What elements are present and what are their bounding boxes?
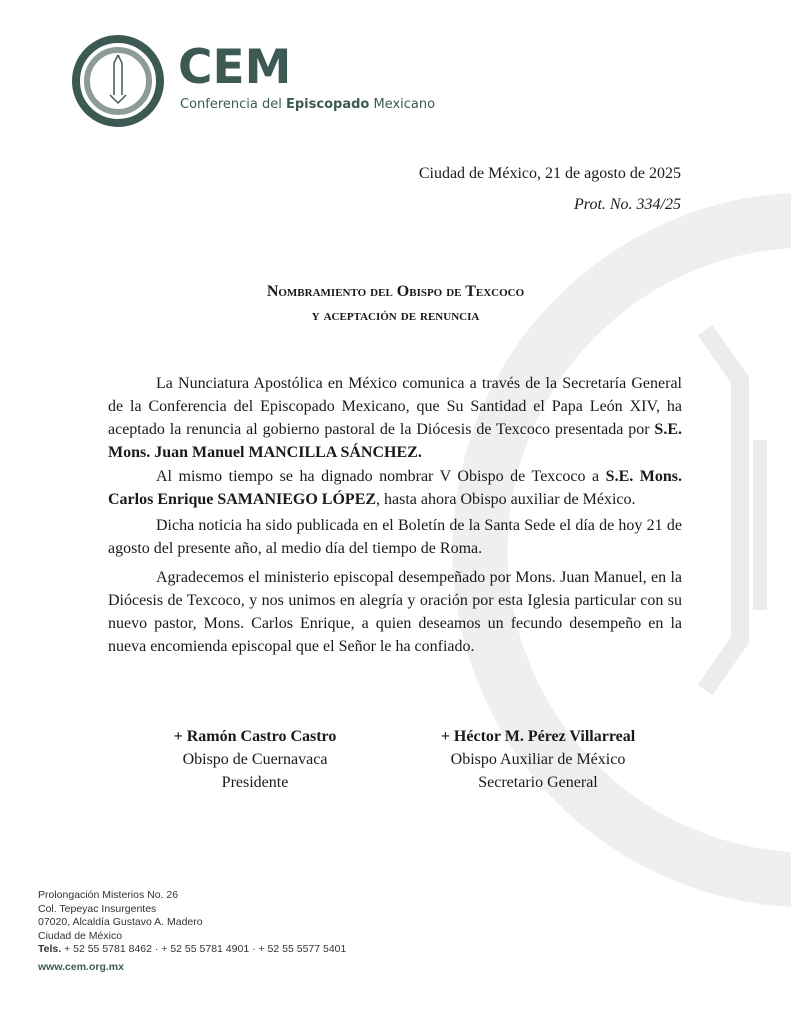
p2-bold: S.E. Mons. Carlos Enrique SAMANIEGO LÓPEZ bbox=[108, 468, 683, 508]
signatory-role: Obispo Auxiliar de México bbox=[450, 751, 626, 768]
body-paragraph-1 bbox=[108, 372, 682, 464]
logo-name-post: Mexicano bbox=[369, 97, 436, 112]
cem-emblem-icon bbox=[70, 33, 170, 133]
logo-abbreviation: CEM bbox=[178, 40, 292, 95]
p2-tail: , hasta ahora Obispo auxiliar de México. bbox=[376, 491, 636, 508]
footer-tels-label: Tels. bbox=[38, 943, 62, 956]
footer-address-line4: Ciudad de México bbox=[38, 929, 123, 942]
p4-text: Agradecemos el ministerio episcopal desempeñado por Mons. Juan Manuel, en la Diócesis de Texcoco, y nos unimos en alegría y oración por esta Iglesia particular con su nuevo pastor, Mons. Carlos Enrique, a quien deseamos un fecundo desempeño en la nueva encomienda episcopal que el Señor le ha confiado. bbox=[108, 569, 682, 655]
document-title-line2: y aceptación de renuncia bbox=[311, 307, 480, 324]
logo-name-bold: Episcopado bbox=[286, 97, 370, 112]
footer-address-line2: Col. Tepeyac Insurgentes bbox=[38, 902, 157, 915]
footer-contact bbox=[38, 889, 346, 975]
logo-name-pre: Conferencia del bbox=[180, 97, 286, 112]
p1-bold: S.E. Mons. Juan Manuel MANCILLA SÁNCHEZ. bbox=[108, 421, 682, 461]
document-title-line1: Nombramiento del Obispo de Texcoco bbox=[266, 283, 525, 300]
document-date: Ciudad de México, 21 de agosto de 2025 bbox=[418, 165, 681, 182]
signatory-name: + Ramón Castro Castro bbox=[173, 728, 337, 745]
cem-logo bbox=[70, 33, 436, 133]
signatory-name: + Héctor M. Pérez Villarreal bbox=[440, 728, 636, 745]
p2-text: Al mismo tiempo se ha dignado nombrar V Obispo de Texcoco a bbox=[156, 468, 606, 485]
body-paragraph-4 bbox=[108, 566, 682, 658]
footer-address-line1: Prolongación Misterios No. 26 bbox=[38, 889, 179, 901]
body-paragraph-3 bbox=[108, 514, 682, 560]
signature-block-president bbox=[155, 725, 355, 794]
signature-block-secretary bbox=[418, 725, 658, 794]
body-paragraph-2 bbox=[108, 465, 682, 511]
signatory-role: Obispo de Cuernavaca bbox=[182, 751, 328, 768]
footer-tels: + 52 55 5781 8462 · + 52 55 5781 4901 · + 52 55 5577 5401 bbox=[61, 943, 347, 956]
p3-text: Dicha noticia ha sido publicada en el Boletín de la Santa Sede el día de hoy 21 de agosto del presente año, al medio día del tiempo de Roma. bbox=[108, 517, 682, 557]
footer-website-link[interactable]: www.cem.org.mx bbox=[38, 960, 124, 973]
footer-address-line3: 07020, Alcaldía Gustavo A. Madero bbox=[38, 916, 203, 929]
p1-text: La Nunciatura Apostólica en México comunica a través de la Secretaría General de la Conferencia del Episcopado Mexicano, que Su Santidad el Papa León XIV, ha aceptado la renuncia al gobierno pastoral de la Diócesis de Texcoco presentada por bbox=[108, 375, 682, 438]
logo-fullname bbox=[180, 97, 435, 112]
signatory-position: Secretario General bbox=[478, 774, 598, 791]
protocol-number: Prot. No. 334/25 bbox=[574, 196, 681, 213]
signatory-position: Presidente bbox=[221, 774, 289, 791]
footer-phones bbox=[38, 943, 346, 957]
